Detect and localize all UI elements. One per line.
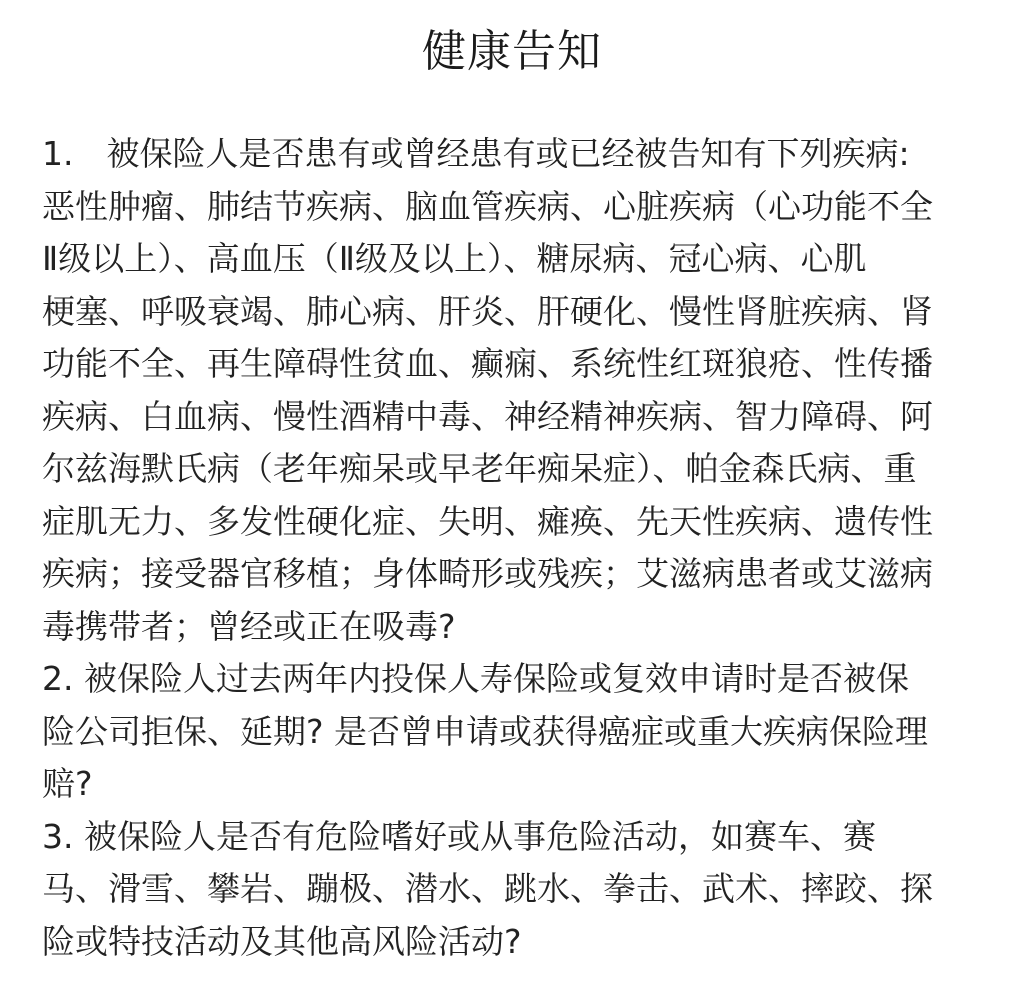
text-line: 尔兹海默氏病（老年痴呆或早老年痴呆症）、帕金森氏病、重 <box>42 449 917 488</box>
text-line: 险公司拒保、延期? 是否曾申请或获得癌症或重大疾病保险理 <box>42 711 929 751</box>
text-line: 险或特技活动及其他高风险活动? <box>42 921 522 961</box>
text-line: 功能不全、再生障碍性贫血、癫痫、系统性红斑狼疮、性传播 <box>42 344 933 383</box>
text-line: 疾病、白血病、慢性酒精中毒、神经精神疾病、智力障碍、阿 <box>42 396 933 436</box>
page-title: 健康告知 <box>422 26 602 77</box>
text-line: 恶性肿瘤、肺结节疾病、脑血管疾病、心脏疾病（心功能不全 <box>42 186 933 226</box>
text-line: Ⅱ级以上）、高血压（Ⅱ级及以上）、糖尿病、冠心病、心肌 <box>42 239 867 278</box>
text-line: 3. 被保险人是否有危险嗜好或从事危险活动，如赛车、赛 <box>42 816 876 856</box>
text-line: 马、滑雪、攀岩、蹦极、潜水、跳水、拳击、武术、摔跤、探 <box>42 869 933 908</box>
text-line: 疾病；接受器官移植；身体畸形或残疾；艾滋病患者或艾滋病 <box>42 554 933 593</box>
text-line: 2. 被保险人过去两年内投保人寿保险或复效申请时是否被保 <box>42 659 909 698</box>
health-questions <box>42 128 984 968</box>
text-line: 毒携带者；曾经或正在吸毒? <box>42 606 456 646</box>
text-line: 梗塞、呼吸衰竭、肺心病、肝炎、肝硬化、慢性肾脏疾病、肾 <box>42 291 933 331</box>
text-line: 1. 被保险人是否患有或曾经患有或已经被告知有下列疾病: <box>42 134 910 173</box>
text-line: 症肌无力、多发性硬化症、失明、瘫痪、先天性疾病、遗传性 <box>42 501 933 541</box>
text-line: 赔? <box>42 764 93 803</box>
